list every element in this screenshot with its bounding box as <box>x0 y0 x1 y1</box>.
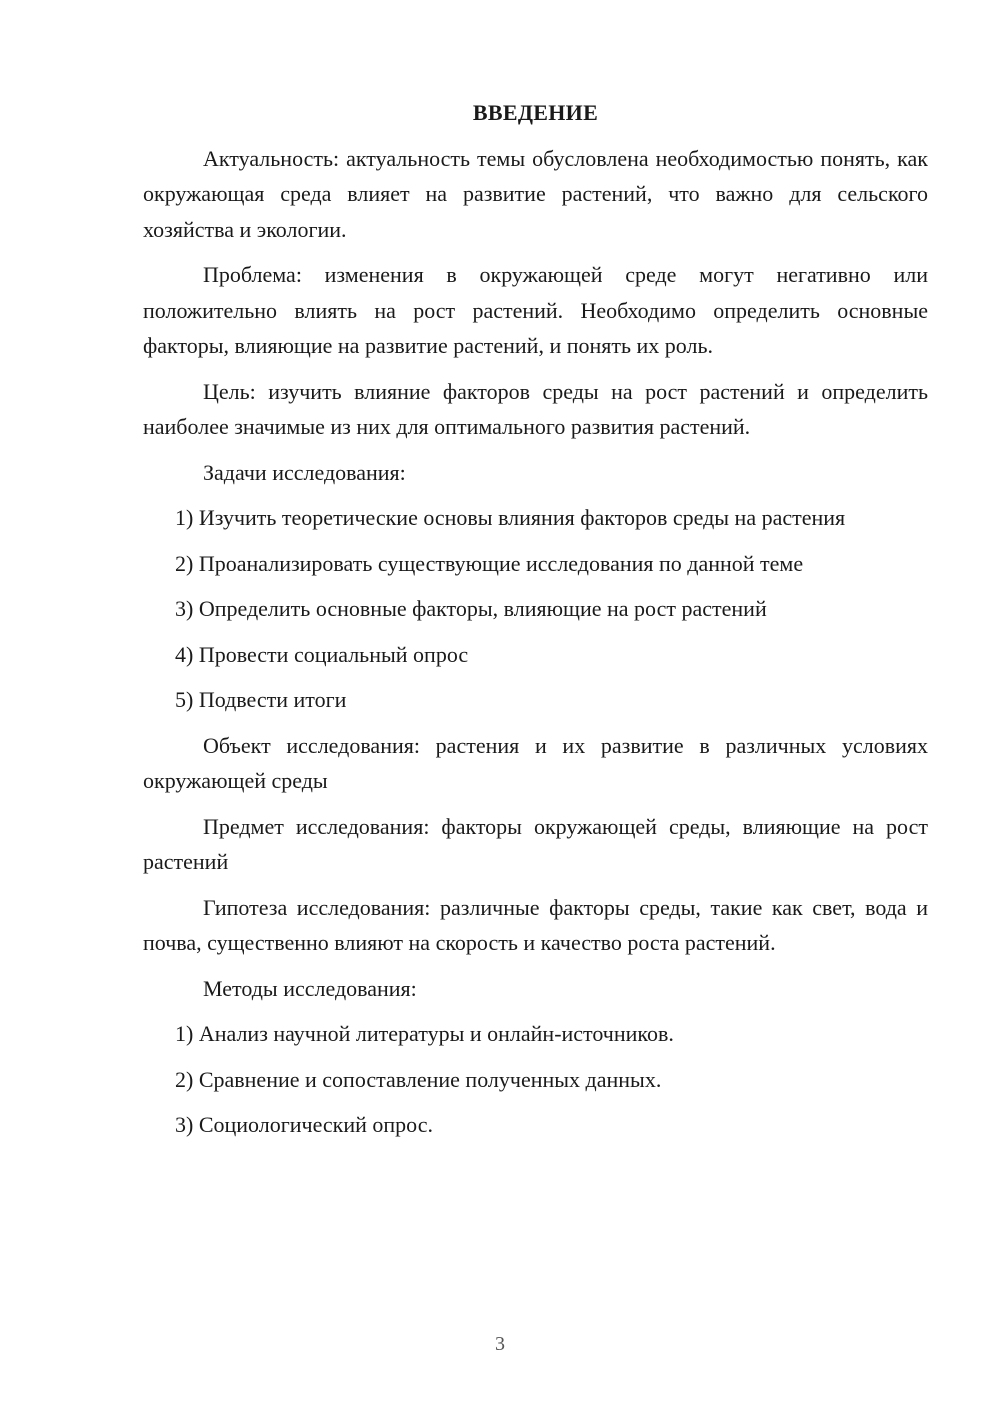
task-item: 2) Проанализировать существующие исследования по данной теме <box>175 550 804 576</box>
method-item: 3) Социологический опрос. <box>175 1112 433 1137</box>
method-item: 1) Анализ научной литературы и онлайн-источников. <box>175 1021 674 1046</box>
document-page <box>143 95 928 1153</box>
task-item: 5) Подвести итоги <box>175 687 347 712</box>
methods-heading: Методы исследования: <box>203 975 417 1001</box>
subject-paragraph: Предмет исследования: факторы окружающей среды, влияющие на рост растений <box>143 813 928 874</box>
object-paragraph: Объект исследования: растения и их развитие в различных условиях окружающей среды <box>143 732 928 793</box>
relevance-paragraph: Актуальность: актуальность темы обусловлена необходимостью понять, как окружающая среда влияет на развитие растений, что важно для сельского хозяйства и экологии. <box>143 145 928 242</box>
problem-paragraph: Проблема: изменения в окружающей среде могут негативно или положительно влиять на рост растений. Необходимо определить основные факторы, влияющие на развитие растений, и понять их роль. <box>143 262 928 358</box>
task-item: 4) Провести социальный опрос <box>175 641 469 667</box>
tasks-heading: Задачи исследования: <box>203 459 406 485</box>
task-item: 3) Определить основные факторы, влияющие на рост растений <box>175 596 767 621</box>
goal-paragraph: Цель: изучить влияние факторов среды на рост растений и определить наиболее значимые из них для оптимального развития растений. <box>143 378 928 439</box>
task-item: 1) Изучить теоретические основы влияния факторов среды на растения <box>175 505 846 530</box>
hypothesis-paragraph: Гипотеза исследования: различные факторы среды, такие как свет, вода и почва, существенно влияют на скорость и качество роста растений. <box>143 894 928 955</box>
method-item: 2) Сравнение и сопоставление полученных данных. <box>175 1066 662 1092</box>
page-title: ВВЕДЕНИЕ <box>472 100 599 125</box>
page-number: 3 <box>495 1333 505 1355</box>
